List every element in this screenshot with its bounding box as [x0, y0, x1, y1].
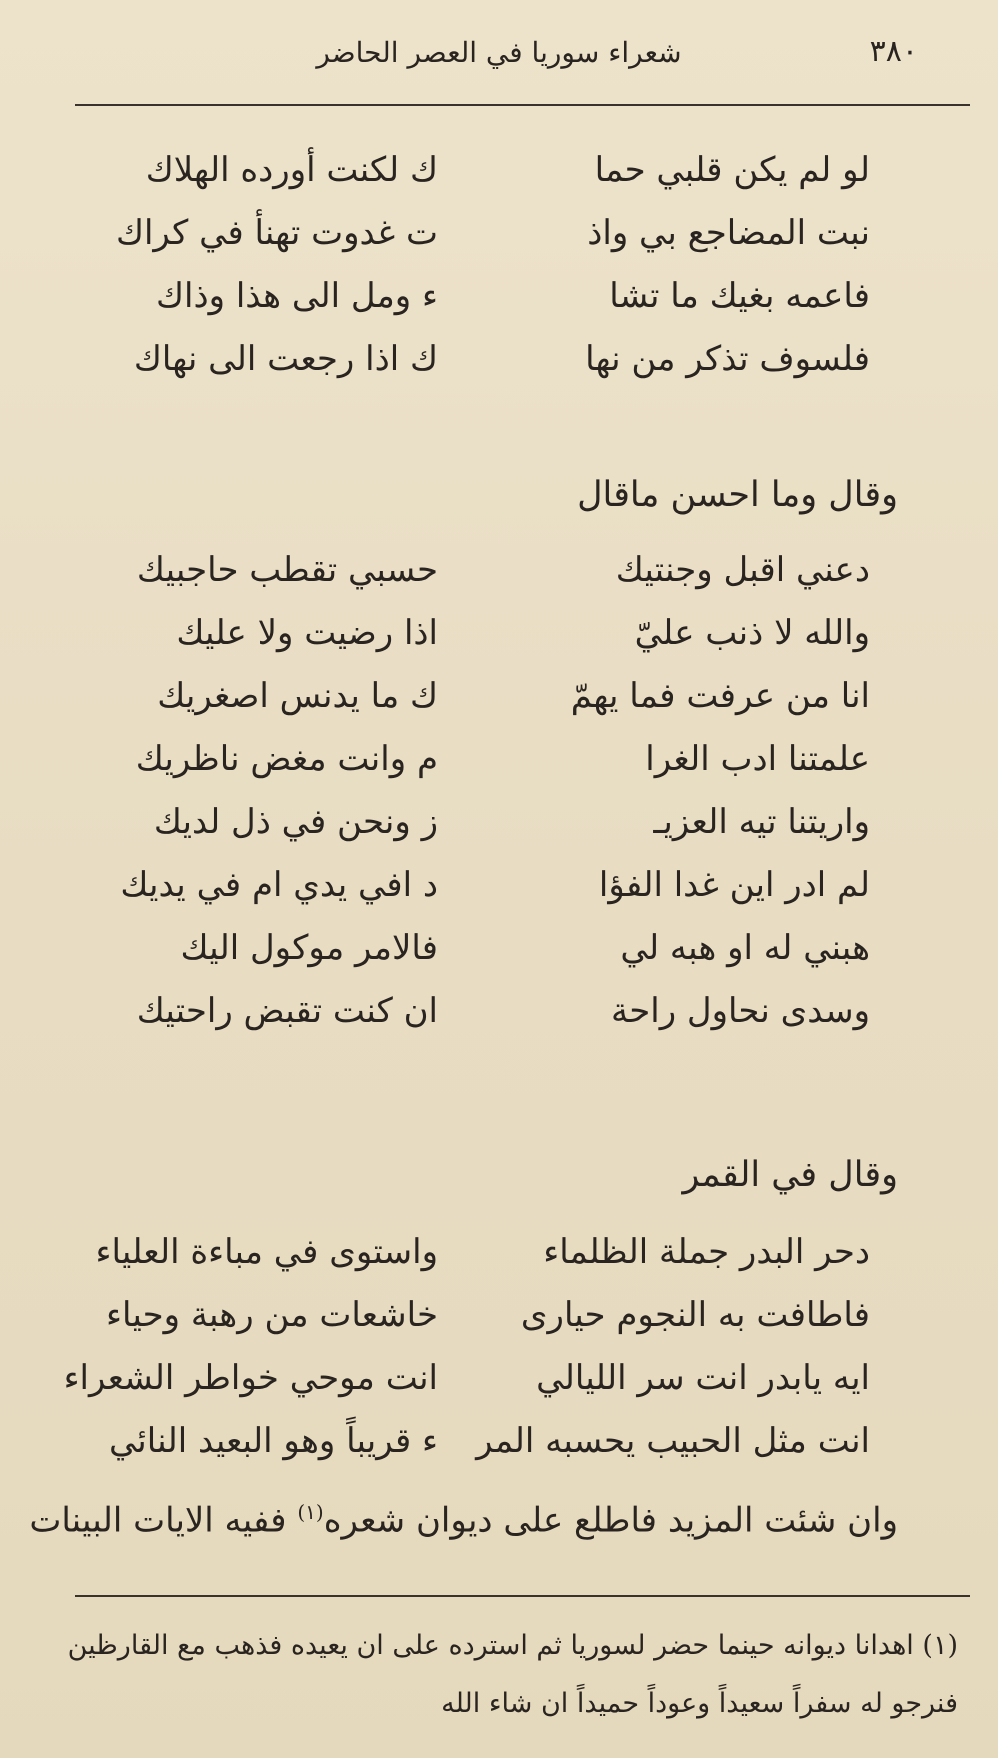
verse-first-hemistich: وسدى نحاول راحة: [611, 991, 870, 1031]
verse-second-hemistich: ك لكنت أورده الهلاك: [145, 150, 438, 190]
verse-first-hemistich: هبني له او هبه لي: [620, 928, 870, 968]
verse-line: [0, 1358, 998, 1421]
closing-line: [29, 1500, 898, 1541]
verse-second-hemistich: اذا رضيت ولا عليك: [176, 613, 438, 653]
verse-second-hemistich: م وانت مغض ناظريك: [135, 739, 438, 779]
verse-line: [0, 676, 998, 739]
verse-line: [0, 991, 998, 1054]
verse-second-hemistich: خاشعات من رهبة وحياء: [105, 1295, 438, 1335]
poem-3: [0, 1232, 998, 1484]
verse-line: [0, 276, 998, 339]
verse-first-hemistich: واريتنا تيه العزيـ: [653, 802, 870, 842]
verse-line: [0, 339, 998, 402]
verse-first-hemistich: نبت المضاجع بي واذ: [587, 213, 870, 253]
footnote-line-2: فنرجو له سفراً سعيداً وعوداً حميداً ان شاء الله: [441, 1688, 958, 1719]
footnote-marker: (١): [297, 1500, 324, 1524]
verse-first-hemistich: لم ادر اين غدا الفؤا: [598, 865, 870, 905]
verse-second-hemistich: ز ونحن في ذل لديك: [153, 802, 438, 842]
verse-second-hemistich: فالامر موكول اليك: [180, 928, 438, 968]
verse-first-hemistich: دعني اقبل وجنتيك: [615, 550, 870, 590]
verse-second-hemistich: ء ومل الى هذا وذاك: [156, 276, 438, 316]
verse-line: [0, 550, 998, 613]
verse-first-hemistich: ايه يابدر انت سر الليالي: [536, 1358, 870, 1398]
header-rule: [75, 104, 970, 106]
verse-second-hemistich: ان كنت تقبض راحتيك: [136, 991, 438, 1031]
running-title: شعراء سوريا في العصر الحاضر: [316, 36, 682, 69]
verse-second-hemistich: ت غدوت تهنأ في كراك: [115, 213, 438, 253]
verse-line: [0, 928, 998, 991]
verse-line: [0, 865, 998, 928]
verse-line: [0, 213, 998, 276]
verse-first-hemistich: دحر البدر جملة الظلماء: [543, 1232, 870, 1272]
verse-first-hemistich: انا من عرفت فما يهمّ: [570, 676, 870, 716]
verse-second-hemistich: حسبي تقطب حاجبيك: [136, 550, 438, 590]
verse-first-hemistich: فاعمه بغيك ما تشا: [609, 276, 870, 316]
poem-1: [0, 150, 998, 402]
verse-second-hemistich: واستوى في مباءة العلياء: [95, 1232, 438, 1272]
verse-second-hemistich: ك ما يدنس اصغريك: [157, 676, 438, 716]
poem-2-intro: وقال وما احسن ماقال: [577, 475, 898, 515]
verse-first-hemistich: لو لم يكن قلبي حما: [594, 150, 870, 190]
verse-line: [0, 1232, 998, 1295]
verse-second-hemistich: ك اذا رجعت الى نهاك: [133, 339, 438, 379]
verse-first-hemistich: انت مثل الحبيب يحسبه المر: [476, 1421, 870, 1461]
verse-first-hemistich: فاطافت به النجوم حيارى: [520, 1295, 870, 1335]
closing-text-before: وان شئت المزيد فاطلع على ديوان شعره: [323, 1500, 898, 1541]
verse-first-hemistich: والله لا ذنب عليّ: [634, 613, 870, 653]
verse-first-hemistich: علمتنا ادب الغرا: [645, 739, 870, 779]
poem-2: [0, 550, 998, 1054]
verse-line: [0, 802, 998, 865]
verse-line: [0, 1421, 998, 1484]
verse-second-hemistich: انت موحي خواطر الشعراء: [63, 1358, 438, 1398]
verse-second-hemistich: د افي يدي ام في يديك: [120, 865, 438, 905]
verse-second-hemistich: ء قريباً وهو البعيد النائي: [108, 1421, 438, 1461]
poem-3-intro: وقال في القمر: [682, 1155, 898, 1195]
verse-first-hemistich: فلسوف تذكر من نها: [585, 339, 870, 379]
closing-text-after: ففيه الايات البينات: [29, 1500, 287, 1541]
footnote-rule: [75, 1595, 970, 1597]
footnote-line-1: (١) اهدانا ديوانه حينما حضر لسوريا ثم استرده على ان يعيده فذهب مع القارظين: [67, 1630, 958, 1661]
verse-line: [0, 1295, 998, 1358]
page-header: [40, 28, 958, 78]
verse-line: [0, 613, 998, 676]
verse-line: [0, 150, 998, 213]
verse-line: [0, 739, 998, 802]
page-number: ٣٨٠: [869, 34, 918, 69]
